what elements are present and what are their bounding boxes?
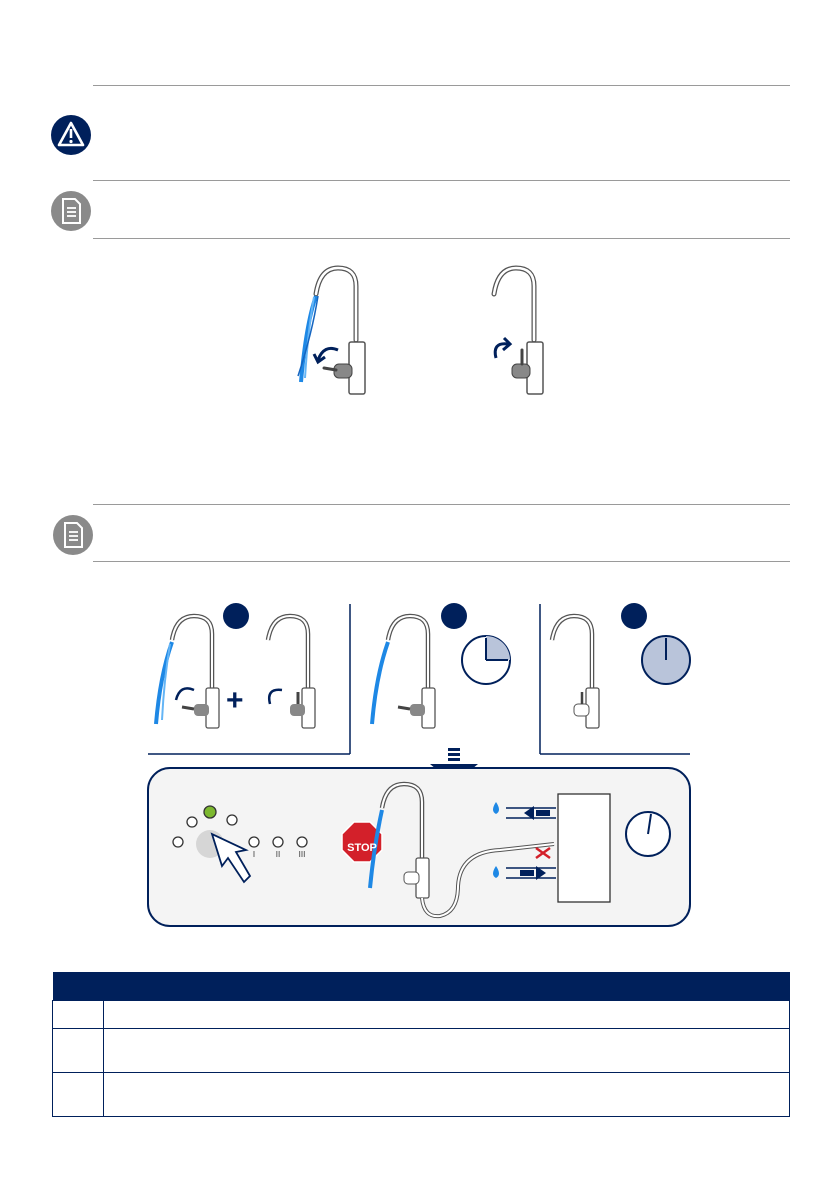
info-table — [52, 972, 790, 1117]
table-cell-num — [53, 1029, 104, 1073]
stop-sign-label: STOP — [347, 842, 377, 854]
level-mark: I — [252, 850, 256, 859]
divider — [93, 85, 790, 86]
note-icon — [50, 190, 92, 232]
table-cell-text — [104, 1001, 790, 1029]
table-cell-num — [53, 1001, 104, 1029]
table-row — [53, 1001, 790, 1029]
divider — [93, 504, 790, 505]
table-cell-text — [104, 1029, 790, 1073]
divider — [93, 561, 790, 562]
warning-icon — [50, 114, 92, 156]
table-row — [53, 1029, 790, 1073]
table-cell-num — [53, 1073, 104, 1117]
divider — [93, 180, 790, 181]
table-cell-text — [104, 1073, 790, 1117]
table-row — [53, 1073, 790, 1117]
faucet-closed-illustration — [478, 264, 548, 396]
svg-text:+: + — [226, 684, 244, 717]
note-icon — [52, 514, 94, 556]
level-mark: III — [298, 850, 306, 859]
flush-procedure-illustration — [140, 596, 700, 936]
table-header — [53, 972, 790, 1001]
faucet-open-illustration — [292, 264, 382, 396]
level-mark: II — [275, 850, 281, 859]
divider — [93, 238, 790, 239]
